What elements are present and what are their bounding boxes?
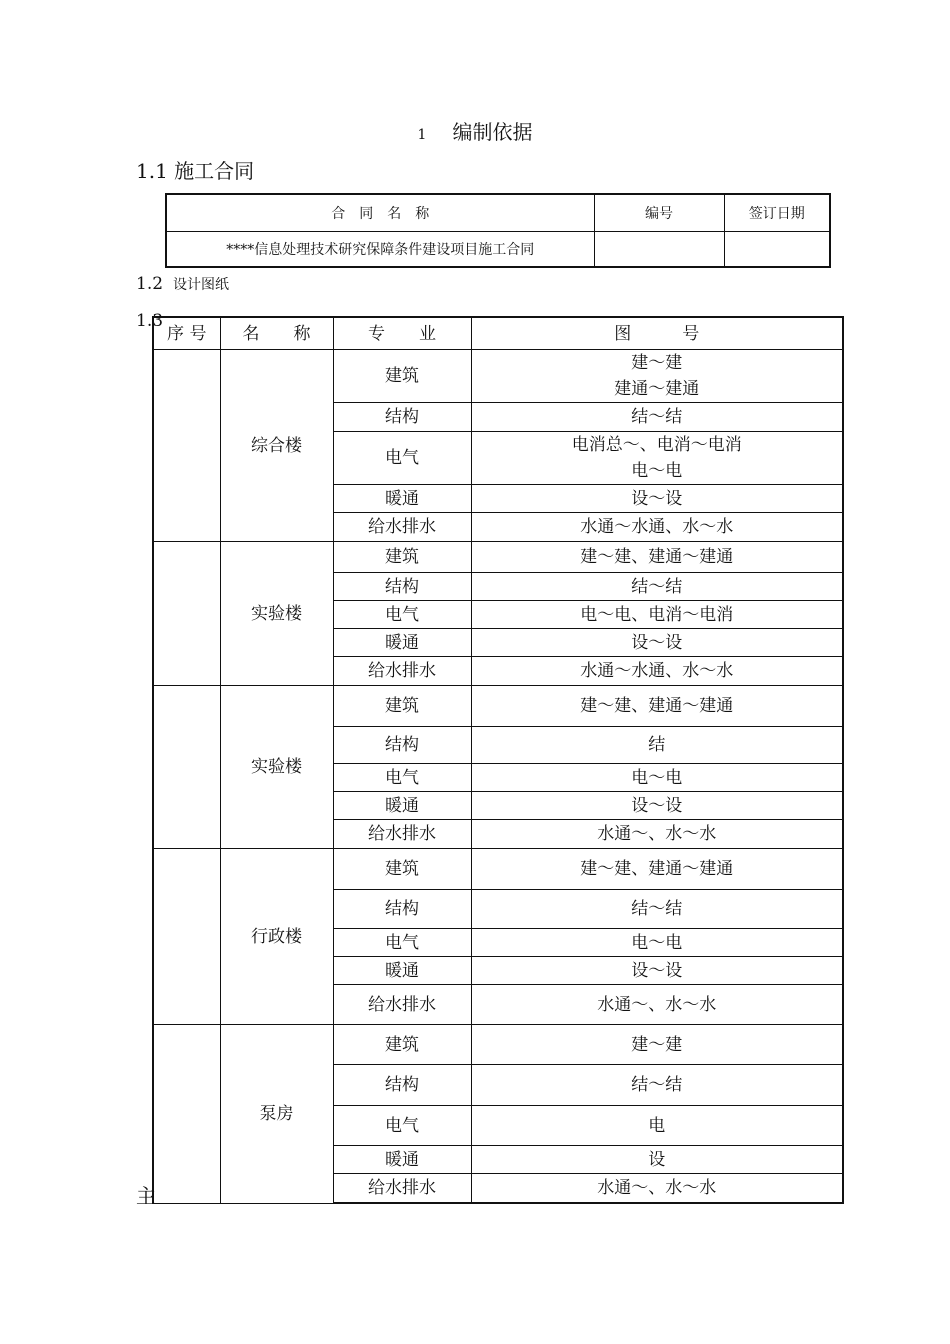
discipline-cell: 电气: [333, 764, 471, 792]
contract-header-name: 合 同 名 称: [166, 194, 594, 232]
trailing-text: 主: [136, 1184, 156, 1208]
seq-cell: [153, 849, 220, 1025]
table-row: [153, 350, 843, 403]
drawing-number-cell: 电消总～、电消～电消 电～电: [471, 432, 843, 485]
drawing-number-cell: 建～建、建通～建通: [471, 849, 843, 890]
discipline-cell: 建筑: [333, 849, 471, 890]
drawing-number-cell: 水通～、水～水: [471, 820, 843, 849]
building-name-cell: 行政楼: [220, 849, 333, 1025]
building-name-cell: 实验楼: [220, 686, 333, 849]
contract-header-row: [166, 194, 830, 232]
drawing-number-cell: 设～设: [471, 629, 843, 657]
drawing-number-cell: 电～电、电消～电消: [471, 601, 843, 629]
discipline-cell: 结构: [333, 890, 471, 929]
discipline-cell: 结构: [333, 573, 471, 601]
drawing-number-cell: 建～建、建通～建通: [471, 686, 843, 727]
drawing-number-cell: 设～设: [471, 792, 843, 820]
drawing-number-cell: 水通～水通、水～水: [471, 513, 843, 542]
discipline-cell: 电气: [333, 432, 471, 485]
drawing-number-cell: 电～电: [471, 764, 843, 792]
seq-cell: [153, 542, 220, 686]
header-discipline: 专 业: [333, 317, 471, 350]
discipline-cell: 电气: [333, 601, 471, 629]
seq-cell: [153, 1025, 220, 1204]
building-name-cell: 泵房: [220, 1025, 333, 1204]
header-seq: 序 号: [153, 317, 220, 350]
discipline-cell: 给水排水: [333, 820, 471, 849]
table-row: [153, 542, 843, 573]
discipline-cell: 结构: [333, 1065, 471, 1106]
contract-name-cell: ****信息处理技术研究保障条件建设项目施工合同: [166, 232, 594, 268]
discipline-cell: 暖通: [333, 1146, 471, 1174]
table-row: [153, 1025, 843, 1065]
header-name: 名 称: [220, 317, 333, 350]
drawing-number-cell: 结: [471, 727, 843, 764]
discipline-cell: 给水排水: [333, 657, 471, 686]
seq-cell: [153, 686, 220, 849]
discipline-cell: 暖通: [333, 792, 471, 820]
discipline-cell: 电气: [333, 929, 471, 957]
building-name-cell: 综合楼: [220, 350, 333, 542]
drawing-number-cell: 结～结: [471, 1065, 843, 1106]
seq-cell: [153, 350, 220, 542]
section-1-2-heading: [136, 274, 229, 294]
contract-date-cell: [724, 232, 830, 268]
drawing-number-cell: 水通～、水～水: [471, 985, 843, 1025]
drawing-number-cell: 设～设: [471, 957, 843, 985]
discipline-cell: 结构: [333, 403, 471, 432]
section-1-1-heading: 1.1 施工合同: [136, 159, 255, 183]
discipline-cell: 暖通: [333, 485, 471, 513]
drawing-number-cell: 结～结: [471, 890, 843, 929]
drawing-number-cell: 电: [471, 1106, 843, 1146]
section-1-3-heading: 1.3: [136, 311, 164, 331]
discipline-cell: 给水排水: [333, 513, 471, 542]
discipline-cell: 暖通: [333, 957, 471, 985]
drawing-number-cell: 设～设: [471, 485, 843, 513]
section-1-2-text: 设计图纸: [173, 277, 230, 293]
discipline-cell: 给水排水: [333, 985, 471, 1025]
drawing-number-cell: 水通～水通、水～水: [471, 657, 843, 686]
contract-row: [166, 232, 830, 268]
discipline-cell: 给水排水: [333, 1174, 471, 1204]
discipline-cell: 暖通: [333, 629, 471, 657]
drawing-number-cell: 水通～、水～水: [471, 1174, 843, 1204]
drawing-number-cell: 电～电: [471, 929, 843, 957]
discipline-cell: 建筑: [333, 350, 471, 403]
drawing-table: [152, 316, 844, 1204]
contract-header-date: 签订日期: [724, 194, 830, 232]
contract-table: [165, 193, 831, 268]
page-title: [0, 116, 950, 145]
drawing-number-cell: 建～建 建通～建通: [471, 350, 843, 403]
title-number: 1: [417, 127, 427, 143]
discipline-cell: 结构: [333, 727, 471, 764]
drawing-number-cell: 建～建、建通～建通: [471, 542, 843, 573]
contract-number-cell: [594, 232, 724, 268]
title-text: 编制依据: [452, 120, 533, 144]
drawing-number-cell: 设: [471, 1146, 843, 1174]
header-drawing-no: 图 号: [471, 317, 843, 350]
discipline-cell: 建筑: [333, 686, 471, 727]
discipline-cell: 电气: [333, 1106, 471, 1146]
table-row: [153, 686, 843, 727]
building-name-cell: 实验楼: [220, 542, 333, 686]
discipline-cell: 建筑: [333, 1025, 471, 1065]
drawing-number-cell: 建～建: [471, 1025, 843, 1065]
discipline-cell: 建筑: [333, 542, 471, 573]
drawing-number-cell: 结～结: [471, 403, 843, 432]
section-1-2-number: 1.2: [136, 274, 164, 294]
table-row: [153, 849, 843, 890]
contract-header-number: 编号: [594, 194, 724, 232]
drawing-number-cell: 结～结: [471, 573, 843, 601]
drawing-header-row: [153, 317, 843, 350]
